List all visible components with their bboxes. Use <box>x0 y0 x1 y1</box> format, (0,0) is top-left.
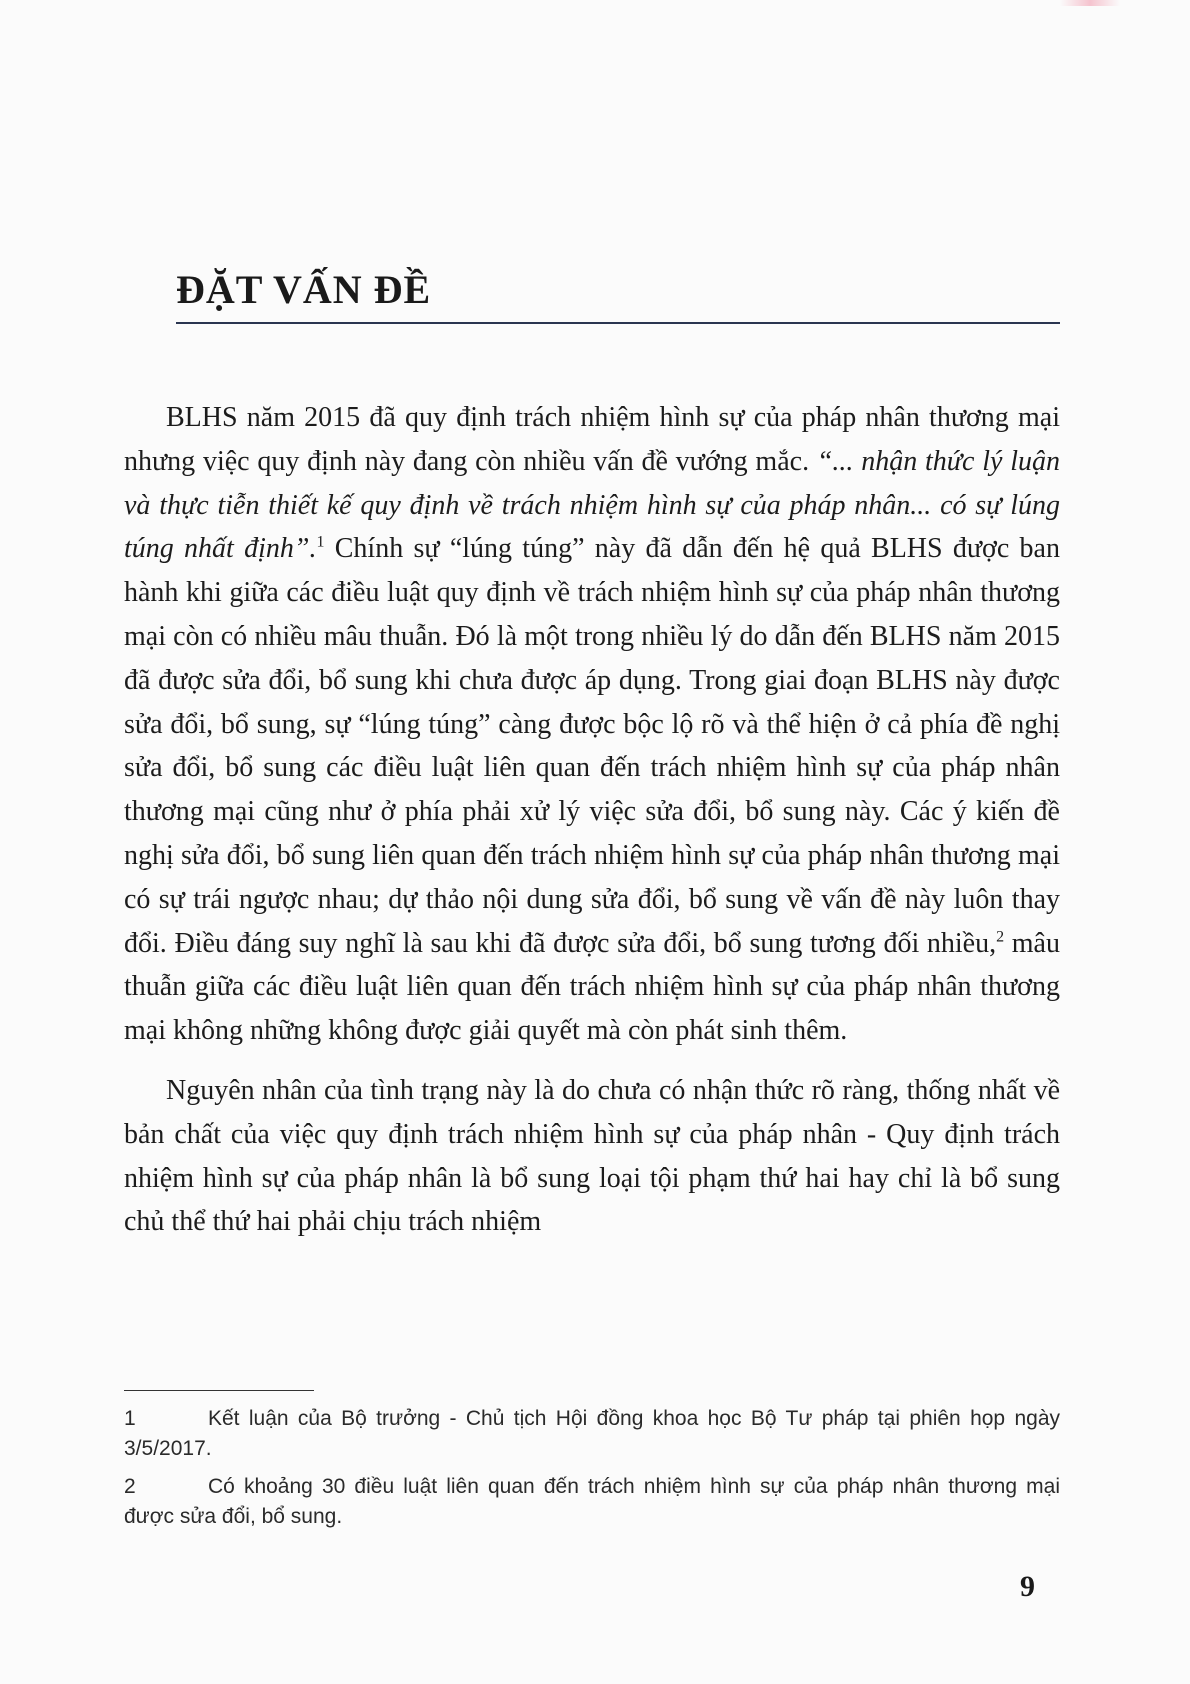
body-text <box>124 396 1060 1244</box>
page-number: 9 <box>1020 1570 1035 1603</box>
footnote-separator <box>124 1390 314 1391</box>
footnote-2-number: 2 <box>124 1475 136 1498</box>
paragraph-1-middle: Chính sự “lúng túng” này đã dẫn đến hệ quả BLHS được ban hành khi giữa các điều luật quy định về trách nhiệm hình sự của pháp nhân thương mại còn có nhiều mâu thuẫn. Đó là một trong nhiều lý do dẫn đến BLHS năm 2015 đã được sửa đổi, bổ sung khi chưa được áp dụng. Trong giai đoạn BLHS này được sửa đổi, bổ sung, sự “lúng túng” càng được bộc lộ rõ và thể hiện ở cả phía đề nghị sửa đổi, bổ sung các điều luật liên quan đến trách nhiệm hình sự của pháp nhân thương mại cũng như ở phía phải xử lý việc sửa đổi, bổ sung này. Các ý kiến đề nghị sửa đổi, bổ sung liên quan đến trách nhiệm hình sự của pháp nhân thương mại có sự trái ngược nhau; dự thảo nội dung sửa đổi, bổ sung về vấn đề này luôn thay đổi. Điều đáng suy nghĩ là sau khi đã được sửa đổi, bổ sung tương đối nhiều, <box>124 533 1060 959</box>
footnote-1-number: 1 <box>124 1407 136 1430</box>
footnote-2-text: Có khoảng 30 điều luật liên quan đến trách nhiệm hình sự của pháp nhân thương mại được sửa đổi, bổ sung. <box>124 1475 1060 1528</box>
paragraph-1-opening: BLHS năm 2015 đã quy định trách nhiệm hình sự của pháp nhân thương mại nhưng việc quy định này đang còn nhiều vấn đề vướng mắc. <box>124 402 1060 477</box>
paragraph-1-closing: mâu thuẫn giữa các điều luật liên quan đến trách nhiệm hình sự của pháp nhân thương mại không những không được giải quyết mà còn phát sinh thêm. <box>124 927 1060 1047</box>
footnotes <box>124 1404 1060 1540</box>
footnote-1 <box>124 1404 1060 1464</box>
page-edge-stain <box>1060 0 1120 6</box>
heading-underline <box>176 322 1060 324</box>
paragraph-1 <box>124 396 1060 1053</box>
footnote-ref-2[interactable]: 2 <box>996 928 1005 946</box>
footnote-2 <box>124 1472 1060 1532</box>
footnote-ref-1[interactable]: 1 <box>316 534 325 552</box>
quoted-passage: “... nhận thức lý luận và thực tiễn thiết kế quy định về trách nhiệm hình sự của pháp nhân... có sự lúng túng nhất định”. <box>124 445 1060 565</box>
section-heading: ĐẶT VẤN ĐỀ <box>176 267 432 312</box>
book-page <box>124 0 1060 1684</box>
footnote-1-text: Kết luận của Bộ trưởng - Chủ tịch Hội đồng khoa học Bộ Tư pháp tại phiên họp ngày 3/5/2017. <box>124 1407 1060 1460</box>
paragraph-2: Nguyên nhân của tình trạng này là do chưa có nhận thức rõ ràng, thống nhất về bản chất của việc quy định trách nhiệm hình sự của pháp nhân - Quy định trách nhiệm hình sự của pháp nhân là bổ sung loại tội phạm thứ hai hay chỉ là bổ sung chủ thể thứ hai phải chịu trách nhiệm <box>124 1074 1060 1238</box>
